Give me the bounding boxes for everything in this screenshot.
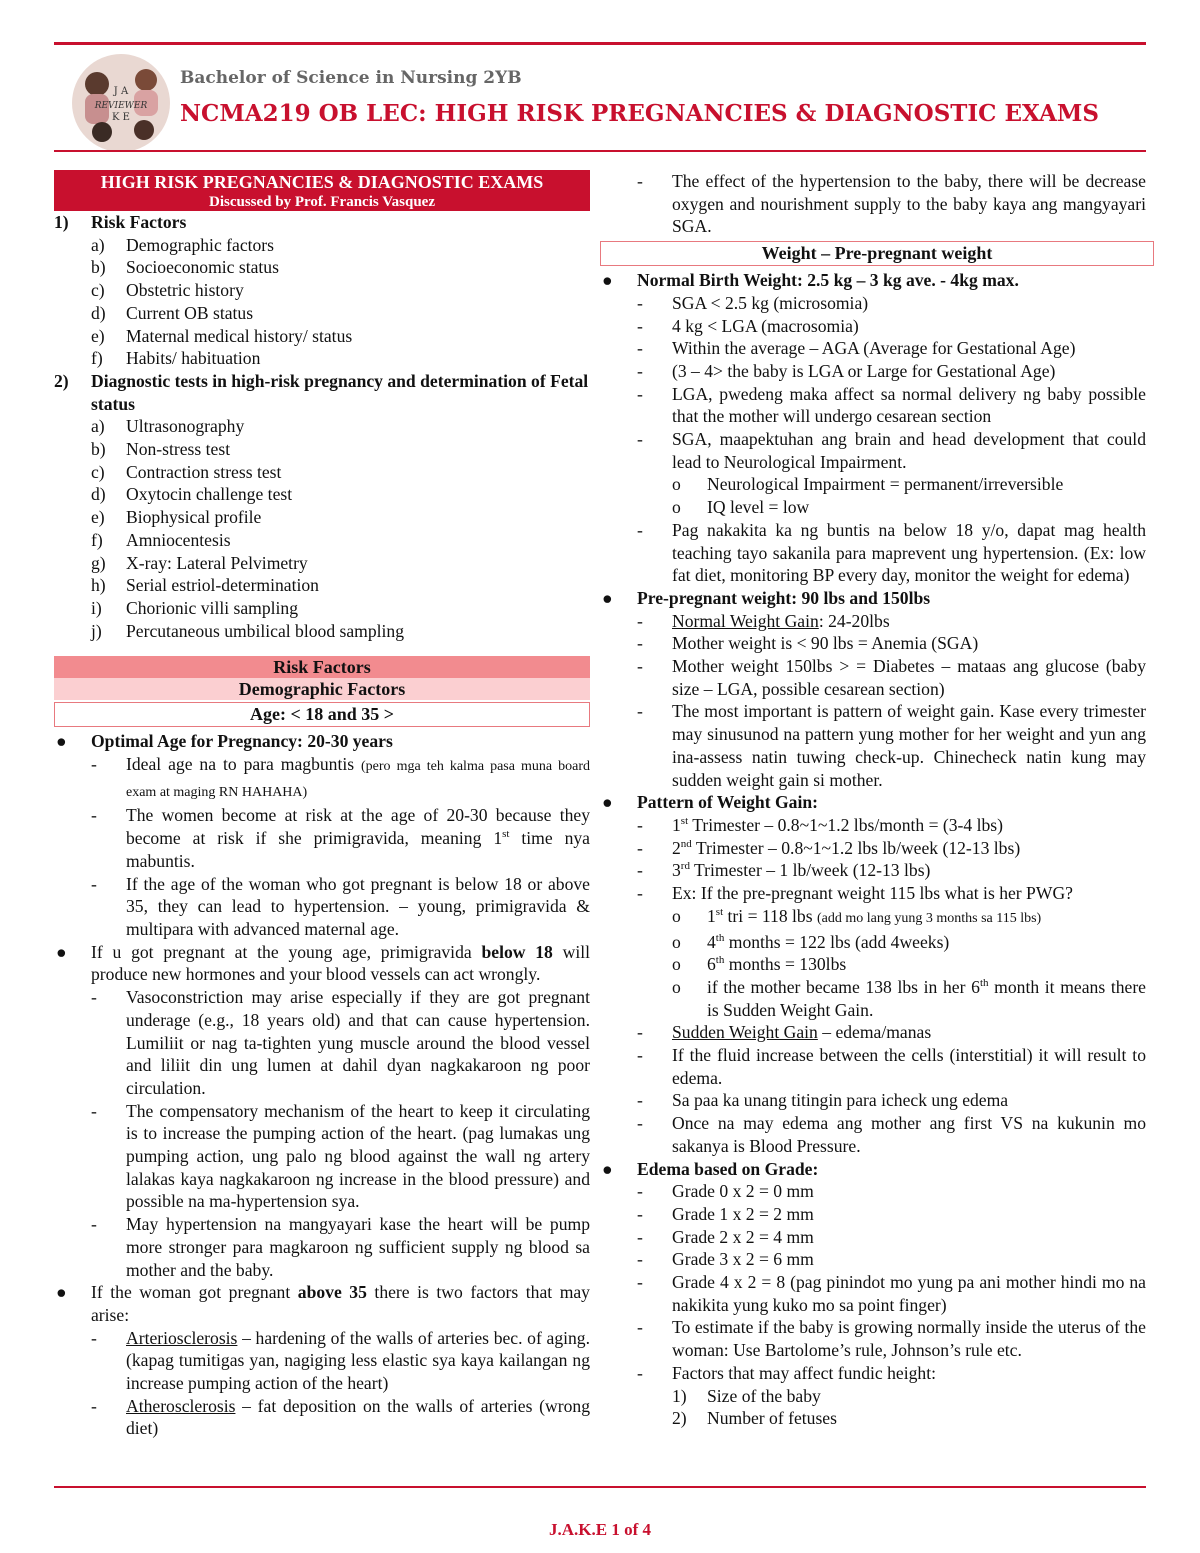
circle-item: o 4th months = 122 lbs (add 4weeks) xyxy=(672,931,950,952)
svg-text:REVIEWER: REVIEWER xyxy=(94,101,148,111)
birth-weight-list xyxy=(600,292,1146,474)
risk-factor-list xyxy=(54,234,590,370)
logo xyxy=(72,54,170,152)
dash-item: - Vasoconstriction may arise especially if they are got pregnant underage (e.g., 18 years old) and that can cause hypertension. Lumiliit or nag ta-tighten yung muscle around the blood vessel and liliit din ung lumen at dahil dyan nagkakaroon ng poor circulation. xyxy=(91,987,590,1098)
list-item: d) Oxytocin challenge test xyxy=(91,484,293,505)
circle-item: o 1st tri = 118 lbs (add mo lang yung 3 months sa 115 lbs) xyxy=(672,905,1042,926)
dash-item: - Grade 0 x 2 = 0 mm xyxy=(637,1181,814,1202)
dash-item: - Once na may edema ang mother ang first VS na kukunin mo sakanya is Blood Pressure. xyxy=(637,1113,1146,1156)
edema-grade-list xyxy=(600,1180,1146,1384)
dash-item: - SGA < 2.5 kg (microsomia) xyxy=(637,292,869,313)
dash-item: - May hypertension na mangyayari kase the heart will be pump more stronger para magkaroon ng sufficient supply ng blood sa mother and the baby. xyxy=(91,1214,590,1280)
dash-item: - SGA, maapektuhan ang brain and head development that could lead to Neurological Impairment. xyxy=(637,429,1146,472)
bullet-young-age: ● If u got pregnant at the young age, primigravida below 18 will produce new hormones and your blood vessels can act wrongly. xyxy=(56,941,590,985)
dash-item: - The effect of the hypertension to the baby, there will be decrease oxygen and nourishment supply to the baby kaya ang mangyayari SGA. xyxy=(637,171,1146,237)
list-item: 1) Size of the baby xyxy=(672,1385,821,1406)
bullet-above-35: ● If the woman got pregnant above 35 there is two factors that may arise: xyxy=(56,1282,590,1325)
outline-item-1: 1) Risk Factors xyxy=(54,212,187,232)
list-item: c) Obstetric history xyxy=(91,280,244,301)
dash-item: - Ex: If the pre-pregnant weight 115 lbs what is her PWG? xyxy=(637,883,1073,904)
list-item: j) Percutaneous umbilical blood sampling xyxy=(91,620,405,641)
dash-item: - Arteriosclerosis – hardening of the walls of arteries bec. of aging. (kapag tumitigas yan, nagiging less elastic sya kaya kailangan ng increase pumping action of the heart) xyxy=(91,1327,590,1394)
dash-item: - The most important is pattern of weight gain. Kase every trimester may sinusunod na pattern yung mother for her weight and yun ang ina-assess natin tuwing check-up. Chinecheck natin kung may sudden weight gain si mother. xyxy=(637,701,1146,790)
dash-item: - Pag nakakita ka ng buntis na below 18 y/o, dapat mag health teaching tayo sakanila para maprevent ung hypertension. (Ex: low fat diet, monitoring BP every day, monitor the weight for edema) xyxy=(637,519,1146,586)
bullet-pattern-weight-gain: ● Pattern of Weight Gain: xyxy=(602,792,818,813)
dash-item: - Factors that may affect fundic height: xyxy=(637,1362,936,1383)
young-age-list xyxy=(54,986,590,1281)
dash-item: - If the age of the woman who got pregnant is below 18 or above 35, they can lead to hypertension. – young, primigravida & multipara with advanced maternal age. xyxy=(91,873,590,939)
page-footer: J.A.K.E 1 of 4 xyxy=(549,1520,651,1539)
diagnostic-test-list xyxy=(54,415,590,642)
list-item: b) Non-stress test xyxy=(91,439,231,460)
circle-item: o 6th months = 130lbs xyxy=(672,954,847,975)
sudden-weight-list xyxy=(600,1044,1146,1158)
list-item: f) Amniocentesis xyxy=(91,529,231,550)
list-item: f) Habits/ habituation xyxy=(91,348,261,369)
dash-item: - 3rd Trimester – 1 lb/week (12-13 lbs) xyxy=(637,860,931,881)
impairment-list xyxy=(600,473,1146,518)
dash-item: - Ideal age na to para magbuntis (pero mga teh kalma pasa muna board exam at maging RN HAHAHA) xyxy=(91,754,590,800)
right-column xyxy=(600,170,1146,1430)
list-item: g) X-ray: Lateral Pelvimetry xyxy=(91,552,308,573)
section-bar-risk: Risk Factors xyxy=(54,656,590,678)
svg-text:J A: J A xyxy=(113,86,129,97)
circle-item: o Neurological Impairment = permanent/irreversible xyxy=(672,474,1064,495)
bullet-normal-birth-weight: ● Normal Birth Weight: 2.5 kg – 3 kg ave. - 4kg max. xyxy=(602,270,1019,291)
page-title: NCMA219 OB LEC: HIGH RISK PREGNANCIES & DIAGNOSTIC EXAMS xyxy=(180,100,1099,127)
dash-item: - Mother weight 150lbs > = Diabetes – mataas ang glucose (baby size – LGA, possible cesarean section) xyxy=(637,656,1146,699)
list-item: e) Biophysical profile xyxy=(91,507,262,528)
topic-title: HIGH RISK PREGNANCIES & DIAGNOSTIC EXAMS xyxy=(100,172,544,192)
dash-item: - (3 – 4> the baby is LGA or Large for Gestational Age) xyxy=(637,360,1056,381)
list-item: b) Socioeconomic status xyxy=(91,257,279,278)
dash-item: - If the fluid increase between the cells (interstitial) it will result to edema. xyxy=(637,1045,1146,1088)
list-item: c) Contraction stress test xyxy=(91,461,282,482)
list-item: a) Demographic factors xyxy=(91,234,275,255)
list-item: 2) Number of fetuses xyxy=(672,1408,837,1429)
dash-item: - 4 kg < LGA (macrosomia) xyxy=(637,315,859,336)
header-rule xyxy=(54,150,1146,152)
dash-item: - The compensatory mechanism of the heart to keep it circulating is to increase the pumping action of the heart. (pag lumakas ung pumping action, ung palo ng blood against the wall ng artery lalakas kaya nagkakaroon ng increase in the blood pressure) and possible na ma-hypertension sya. xyxy=(91,1100,590,1212)
section-bar-weight: Weight – Pre-pregnant weight xyxy=(600,241,1154,266)
topic-box xyxy=(54,170,590,211)
dash-item: - Atherosclerosis – fat deposition on the walls of arteries (wrong diet) xyxy=(91,1395,590,1439)
list-item: a) Ultrasonography xyxy=(91,416,245,437)
pre-pregnant-list xyxy=(600,632,1146,791)
dash-item: - Grade 3 x 2 = 6 mm xyxy=(637,1249,814,1270)
dash-item: - Mother weight is < 90 lbs = Anemia (SGA) xyxy=(637,633,979,654)
bullet-optimal-age: ● Optimal Age for Pregnancy: 20-30 years xyxy=(56,731,393,752)
dash-item: - 1st Trimester – 0.8~1~1.2 lbs/month = (3-4 lbs) xyxy=(637,814,1004,835)
list-item: d) Current OB status xyxy=(91,302,254,323)
circle-item: o if the mother became 138 lbs in her 6th month it means there is Sudden Weight Gain. xyxy=(672,976,1146,1020)
dash-item: - Grade 1 x 2 = 2 mm xyxy=(637,1203,814,1224)
list-item: h) Serial estriol-determination xyxy=(91,575,319,596)
dash-item: - Sa paa ka unang titingin para icheck ung edema xyxy=(637,1090,1009,1111)
top-rule xyxy=(54,42,1146,45)
dash-item: - 2nd Trimester – 0.8~1~1.2 lbs lb/week (12-13 lbs) xyxy=(637,837,1021,858)
dash-item: - Normal Weight Gain: 24-20lbs xyxy=(637,610,890,631)
dash-item: - To estimate if the baby is growing normally inside the uterus of the woman: Use Bartolome’s rule, Johnson’s rule etc. xyxy=(637,1317,1146,1361)
course-subtitle: Bachelor of Science in Nursing 2YB xyxy=(180,68,522,88)
section-bar-demographic: Demographic Factors xyxy=(54,678,590,700)
svg-text:K E: K E xyxy=(112,112,130,123)
outline-item-2: 2) Diagnostic tests in high-risk pregnancy and determination of Fetal status xyxy=(54,370,589,414)
dash-item: - LGA, pwedeng maka affect sa normal delivery ng baby possible that the mother will undergo cesarean section xyxy=(637,383,1146,427)
footer-rule xyxy=(54,1486,1146,1488)
bullet-edema-grade: ● Edema based on Grade: xyxy=(602,1158,819,1179)
bullet-pre-pregnant-weight: ● Pre-pregnant weight: 90 lbs and 150lbs xyxy=(602,587,931,608)
topic-instructor: Discussed by Prof. Francis Vasquez xyxy=(209,194,435,210)
dash-item: - Within the average – AGA (Average for Gestational Age) xyxy=(637,338,1076,359)
dash-item: - Sudden Weight Gain – edema/manas xyxy=(637,1022,932,1043)
list-item: e) Maternal medical history/ status xyxy=(91,325,353,346)
fundic-height-list xyxy=(600,1385,1146,1430)
section-bar-age: Age: < 18 and 35 > xyxy=(54,702,590,727)
left-column xyxy=(54,170,590,1440)
dash-item: - Grade 2 x 2 = 4 mm xyxy=(637,1226,814,1247)
dash-item: - Grade 4 x 2 = 8 (pag pinindot mo yung pa ani mother hindi mo na nakikita yung kuko mo sa point finger) xyxy=(637,1272,1146,1315)
circle-item: o IQ level = low xyxy=(672,497,810,518)
list-item: i) Chorionic villi sampling xyxy=(91,597,299,618)
dash-item: - The women become at risk at the age of 20-30 because they become at risk if she primigravida, meaning 1st time nya mabuntis. xyxy=(91,805,590,871)
